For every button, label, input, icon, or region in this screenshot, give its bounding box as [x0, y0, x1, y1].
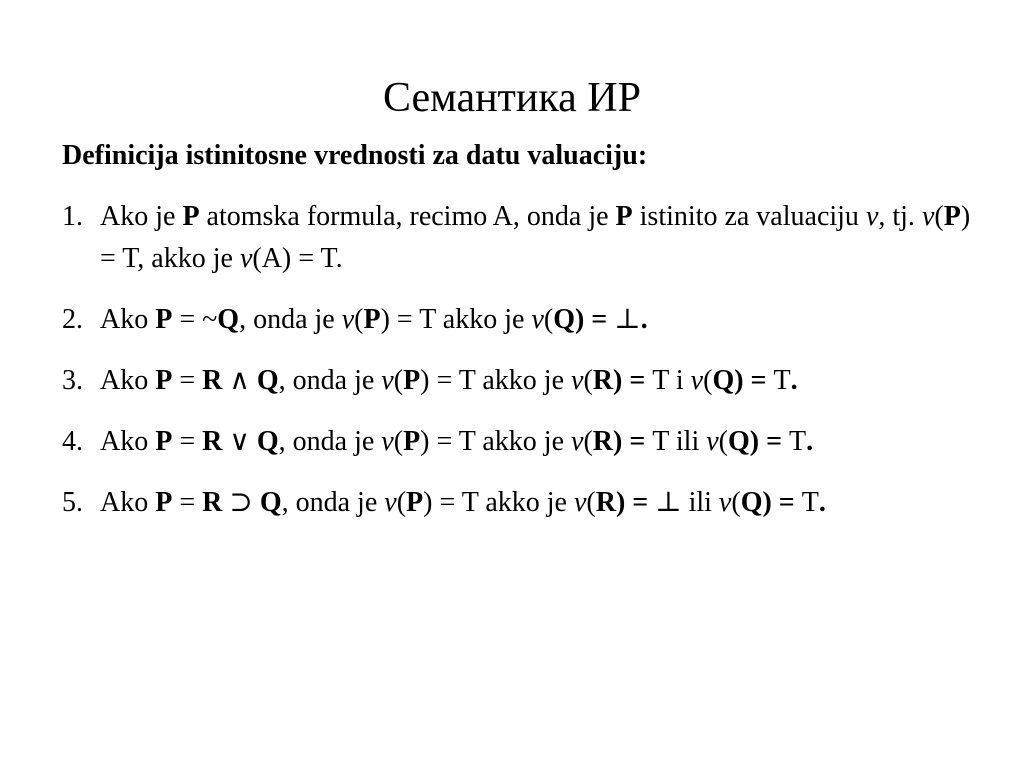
text-run: R) = — [592, 365, 653, 396]
text-run: ( — [718, 426, 728, 457]
text-run: ( — [586, 487, 596, 518]
text-run: istinito za valuaciju — [632, 201, 866, 232]
text-run: Ako je — [100, 201, 183, 232]
text-run: P — [615, 201, 633, 232]
text-run: , onda je — [239, 304, 342, 335]
text-run: v — [921, 201, 935, 232]
text-run: P — [155, 426, 173, 457]
list-item — [62, 482, 992, 524]
text-run: = ~ — [172, 304, 218, 335]
text-run: Ako — [100, 304, 156, 335]
text-run: , onda je — [278, 365, 382, 396]
text-run: T — [789, 426, 807, 457]
text-run: Ako — [100, 365, 156, 396]
text-run: Q — [259, 487, 282, 518]
text-run: R) = — [592, 426, 653, 457]
text-run: Q — [256, 365, 279, 396]
text-run: ( — [396, 487, 407, 518]
list-item — [62, 299, 992, 341]
text-run: v — [381, 365, 394, 396]
text-run: ) = T akko je — [423, 487, 574, 518]
text-run: P — [182, 201, 200, 232]
definition-list — [62, 196, 992, 543]
text-run: ) = T akko je — [420, 365, 572, 396]
text-run: v — [571, 426, 584, 457]
text-run: , onda je — [278, 426, 382, 457]
text-run: = — [172, 426, 203, 457]
text-run: T — [773, 365, 791, 396]
text-run: v — [384, 487, 397, 518]
text-run: ) = T akko je — [380, 304, 532, 335]
text-run: ∨ — [222, 426, 257, 457]
item-text — [100, 360, 992, 402]
text-run: . — [806, 426, 814, 457]
text-run: ⊃ — [222, 487, 260, 518]
text-run: Q — [256, 426, 279, 457]
text-run: P — [406, 487, 424, 518]
text-run: Q — [217, 304, 240, 335]
text-run: ( — [354, 304, 364, 335]
text-run: ( — [934, 201, 944, 232]
text-run: v — [706, 426, 719, 457]
text-run: (A) = T. — [252, 243, 343, 274]
text-run: v — [531, 304, 544, 335]
text-run: T i — [652, 365, 691, 396]
text-run: P — [155, 487, 173, 518]
text-run: ( — [393, 426, 404, 457]
text-run: , tj. — [878, 201, 922, 232]
text-run: . — [640, 304, 648, 335]
text-run: v — [865, 201, 879, 232]
text-run: = — [172, 487, 203, 518]
list-item — [62, 360, 992, 402]
text-run: R — [202, 365, 223, 396]
text-run: ( — [583, 365, 593, 396]
text-run: ) = T, akko je — [100, 201, 971, 274]
text-run: ( — [393, 365, 404, 396]
slide-title: Семантика ИР — [382, 75, 641, 121]
definition-heading: Definicija istinitosne vrednosti za datu valuaciju: — [62, 140, 648, 171]
text-run: v — [690, 365, 704, 396]
text-run: P — [403, 426, 421, 457]
text-run: ) = T akko je — [420, 426, 572, 457]
text-run: . — [790, 365, 798, 396]
text-run: Q) = — [740, 487, 802, 518]
text-run: v — [573, 487, 587, 518]
text-run: ⊥ ili — [655, 487, 719, 518]
item-text — [100, 299, 992, 341]
text-run: Q) = — [727, 426, 790, 457]
text-run: v — [718, 487, 732, 518]
text-run: ( — [703, 365, 713, 396]
text-run: . — [818, 487, 826, 518]
text-run: Q) = — [553, 304, 615, 335]
list-item — [62, 196, 992, 280]
text-run: atomska formula, recimo A, onda je — [199, 201, 616, 232]
text-run: P — [155, 304, 173, 335]
item-number: 5. — [62, 487, 83, 518]
text-run: Q) = — [712, 365, 774, 396]
text-run: , onda je — [281, 487, 385, 518]
text-run: R — [202, 487, 223, 518]
text-run: T ili — [652, 426, 707, 457]
text-run: P — [155, 365, 173, 396]
text-run: ( — [731, 487, 741, 518]
text-run: P — [403, 365, 421, 396]
item-number: 4. — [62, 426, 83, 457]
text-run: R — [202, 426, 223, 457]
text-run: v — [381, 426, 394, 457]
text-run: = — [172, 365, 203, 396]
text-run: P — [363, 304, 381, 335]
list-item — [62, 421, 992, 463]
text-run: ⊥ — [614, 304, 641, 335]
text-run: ( — [543, 304, 554, 335]
text-run: v — [341, 304, 355, 335]
text-run: v — [571, 365, 584, 396]
item-number: 3. — [62, 365, 83, 396]
text-run: ( — [583, 426, 593, 457]
item-number: 2. — [62, 304, 83, 335]
text-run: v — [239, 243, 253, 274]
item-text — [100, 196, 992, 280]
item-text — [100, 482, 992, 524]
item-text — [100, 421, 992, 463]
text-run: Ako — [100, 426, 156, 457]
text-run: P — [943, 201, 961, 232]
text-run: ∧ — [222, 365, 257, 396]
text-run: T — [801, 487, 819, 518]
text-run: Ako — [100, 487, 156, 518]
item-number: 1. — [62, 201, 83, 232]
text-run: R) = — [595, 487, 656, 518]
